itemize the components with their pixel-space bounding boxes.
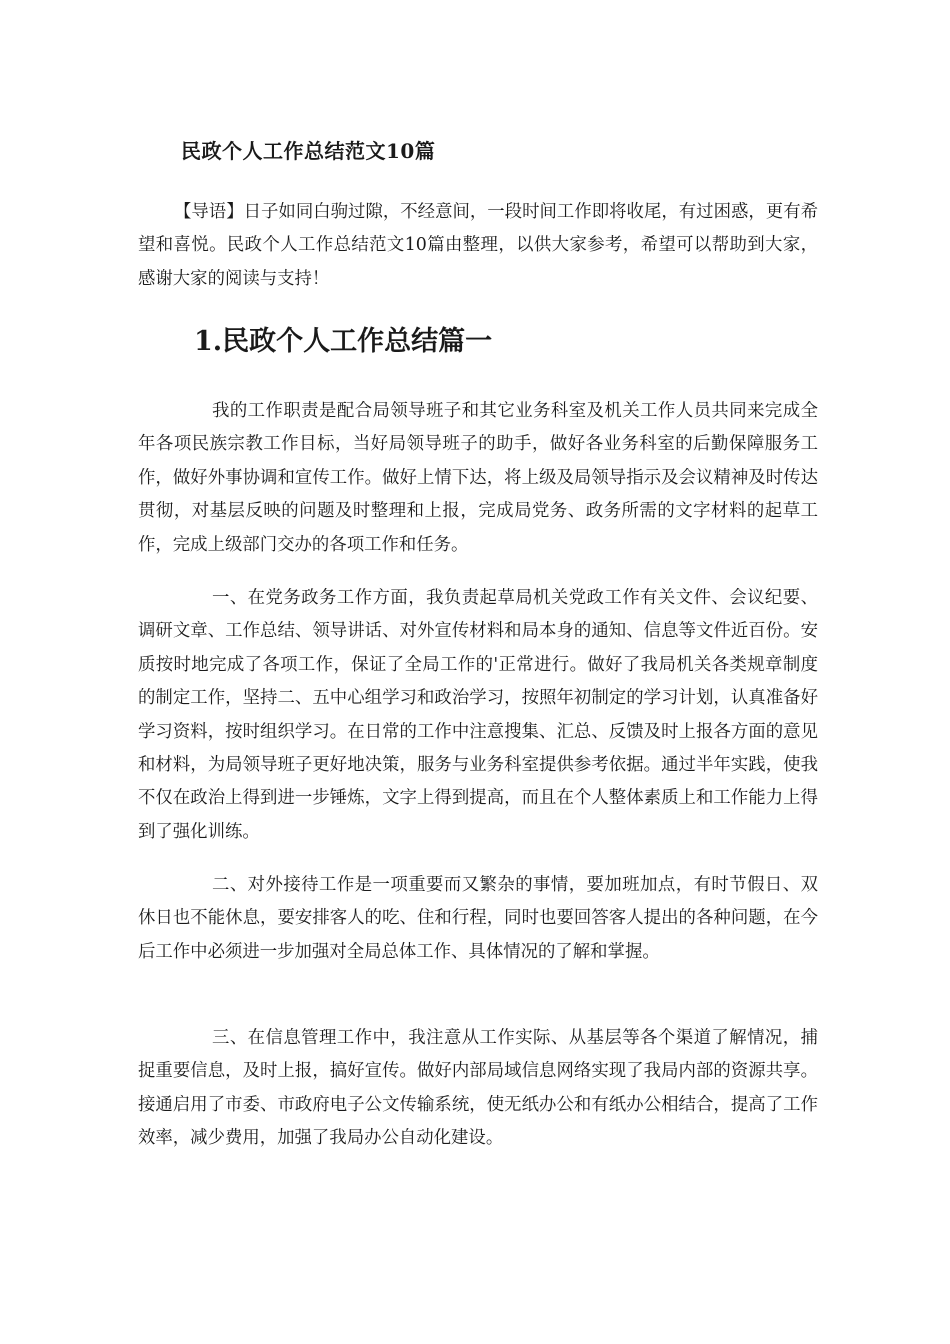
body-paragraph-4: 三、在信息管理工作中，我注意从工作实际、从基层等各个渠道了解情况，捕捉重要信息，及时上报，搞好宣传。做好内部局域信息网络实现了我局内部的资源共享。接通启用了市委、市政府电子公文传输系统，使无纸办公和有纸办公相结合，提高了工作效率，减少费用，加强了我局办公自动化建设。 bbox=[138, 1028, 818, 1149]
body-paragraph-1: 我的工作职责是配合局领导班子和其它业务科室及机关工作人员共同来完成全年各项民族宗教工作目标，当好局领导班子的助手，做好各业务科室的后勤保障服务工作，做好外事协调和宣传工作。做好上情下达，将上级及局领导指示及会议精神及时传达贯彻，对基层反映的问题及时整理和上报，完成局党务、政务所需的文字材料的起草工作，完成上级部门交办的各项工作和任务。 bbox=[138, 401, 818, 555]
intro-paragraph: 【导语】日子如同白驹过隙，不经意间，一段时间工作即将收尾，有过困惑，更有希望和喜悦。民政个人工作总结范文10篇由整理，以供大家参考，希望可以帮助到大家，感谢大家的阅读与支持！ bbox=[138, 202, 818, 289]
body-paragraph-2: 一、在党务政务工作方面，我负责起草局机关党政工作有关文件、会议纪要、调研文章、工作总结、领导讲话、对外宣传材料和局本身的通知、信息等文件近百份。安质按时地完成了各项工作，保证了全局工作的'正常进行。做好了我局机关各类规章制度的制定工作，坚持二、五中心组学习和政治学习，按照年初制定的学习计划，认真准备好学习资料，按时组织学习。在日常的工作中注意搜集、汇总、反馈及时上报各方面的意见和材料，为局领导班子更好地决策，服务与业务科室提供参考依据。通过半年实践，使我不仅在政治上得到进一步锤炼，文字上得到提高，而且在个人整体素质上和工作能力上得到了强化训练。 bbox=[138, 588, 818, 842]
document-title: 民政个人工作总结范文10篇 bbox=[181, 139, 436, 163]
body-paragraph-3: 二、对外接待工作是一项重要而又繁杂的事情，要加班加点，有时节假日、双休日也不能休息，要安排客人的吃、住和行程，同时也要回答客人提出的各种问题，在今后工作中必须进一步加强对全局总体工作、具体情况的了解和掌握。 bbox=[138, 875, 818, 962]
section-heading: 1.民政个人工作总结篇一 bbox=[194, 326, 493, 357]
